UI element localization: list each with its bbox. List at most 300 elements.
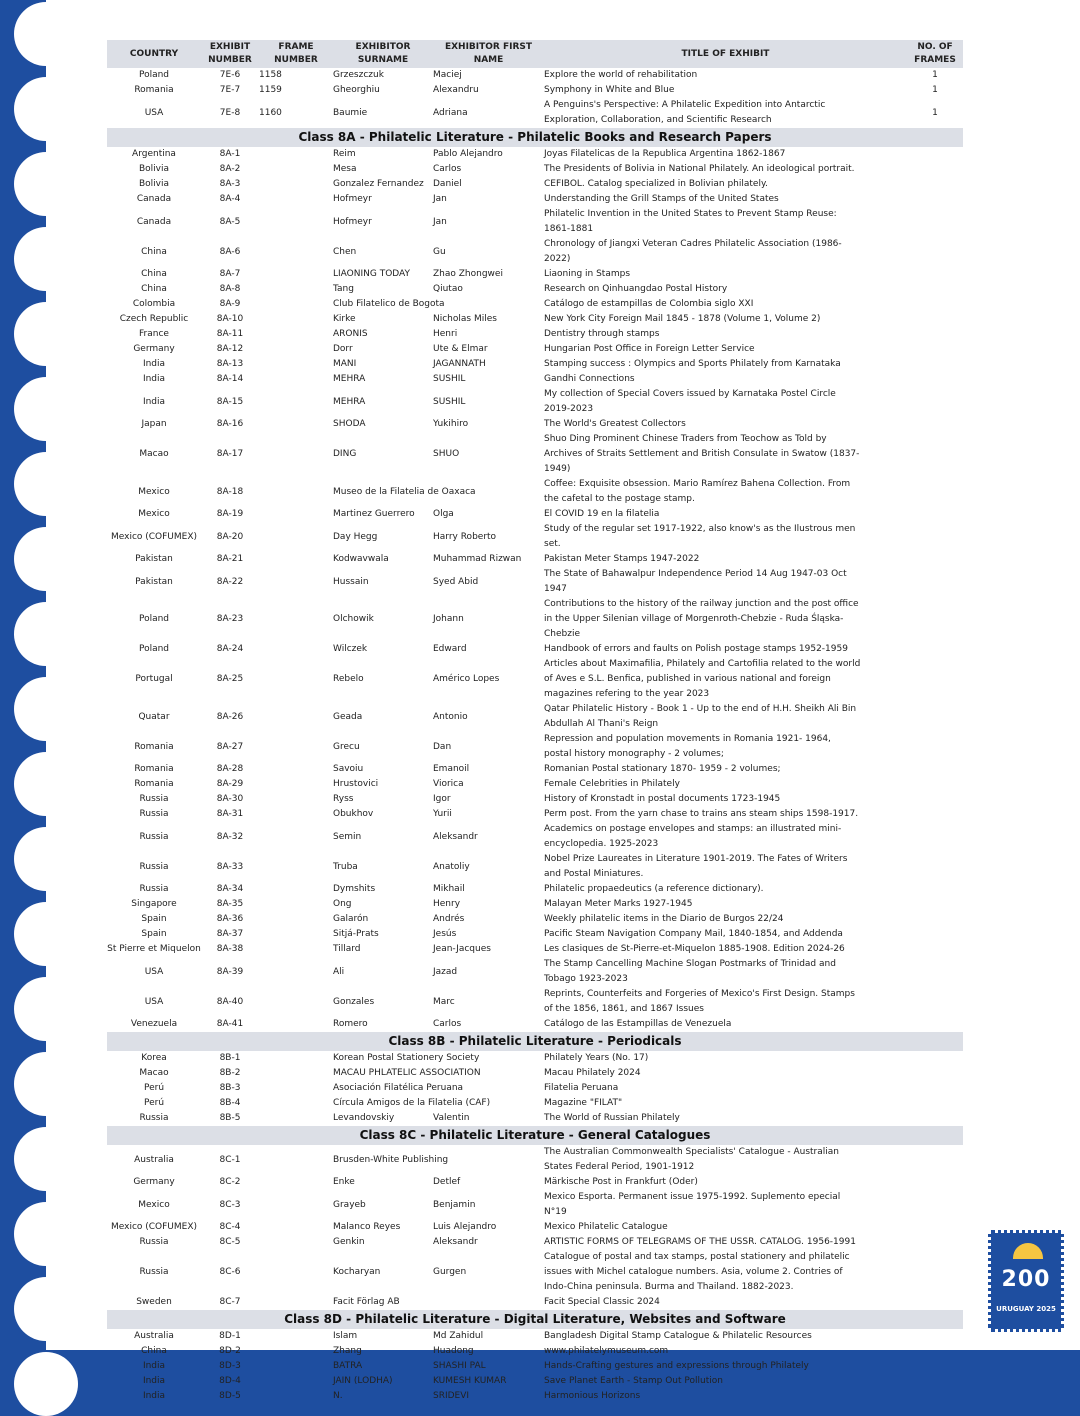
cell-frames: [907, 1066, 963, 1081]
cell-frames: [907, 702, 963, 732]
cell-first-name: Harry Roberto: [433, 531, 497, 542]
cell-frames: 1: [932, 70, 938, 80]
cell-surname: Martinez Guerrero: [333, 509, 415, 519]
table-row: [107, 83, 963, 98]
cell-frames: [907, 177, 963, 192]
cell-frames: [907, 1235, 963, 1250]
cell-frame-number: [259, 417, 333, 432]
table-row: [107, 567, 963, 597]
cell-frames: [907, 957, 963, 987]
table-row: [107, 1295, 963, 1310]
cell-first-name: Zhao Zhongwei: [433, 269, 503, 279]
cell-country: Romania: [134, 85, 174, 95]
cell-title: Catálogo de las Estampillas de Venezuela: [544, 1019, 732, 1029]
cell-first-name: Carlos: [433, 1019, 462, 1029]
cell-surname: LIAONING TODAY: [333, 269, 411, 279]
cell-title: My collection of Special Covers issued by Karnataka Postel Circle 2019-2023: [544, 389, 836, 414]
cell-title: Articles about Maximafilia, Philately and Cartofilia related to the world of Aves e S.L. Benfica, published in various national and foreign magazines refering to the year 2023: [544, 659, 861, 699]
cell-country: Russia: [139, 809, 169, 819]
cell-frames: [907, 327, 963, 342]
cell-frames: [907, 507, 963, 522]
cell-frames: [907, 417, 963, 432]
cell-country: Spain: [141, 929, 167, 939]
cell-frame-number: [259, 657, 333, 702]
cell-country: Sweden: [136, 1297, 172, 1307]
cell-country: Spain: [141, 914, 167, 924]
cell-frame-number: [259, 762, 333, 777]
cell-first-name: Américo Lopes: [433, 674, 500, 684]
cell-frames: [907, 1111, 963, 1126]
cell-country: Romania: [134, 764, 174, 774]
cell-frames: [907, 777, 963, 792]
cell-first-name: Alexandru: [433, 85, 479, 95]
perforation-hole: [14, 2, 78, 66]
cell-title: The State of Bahawalpur Independence Period 14 Aug 1947-03 Oct 1947: [544, 569, 847, 594]
cell-exhibit-number: 8A-29: [216, 779, 244, 789]
cell-surname: ARONIS: [333, 329, 368, 339]
cell-surname: Dymshits: [333, 884, 376, 894]
cell-surname: Rebelo: [333, 674, 364, 684]
perforation-hole: [14, 677, 78, 741]
cell-country: Romania: [134, 779, 174, 789]
cell-frames: [907, 297, 963, 312]
table-row: [107, 417, 963, 432]
cell-country: Russia: [139, 884, 169, 894]
cell-frames: [907, 597, 963, 642]
cell-surname: Gonzales: [333, 996, 375, 1007]
cell-country: Pakistan: [135, 554, 173, 564]
table-row: [107, 597, 963, 642]
cell-frames: [907, 312, 963, 327]
cell-first-name: Henri: [433, 329, 458, 339]
perforation-hole: [14, 152, 78, 216]
cell-first-name: Pablo Alejandro: [433, 149, 503, 159]
cell-exhibit-number: 8A-34: [216, 884, 244, 894]
cell-exhibit-number: 8A-1: [219, 149, 241, 159]
cell-frames: [907, 822, 963, 852]
cell-surname: Hofmeyr: [333, 194, 372, 204]
cell-title: Malayan Meter Marks 1927-1945: [544, 899, 693, 909]
cell-country: Russia: [139, 794, 169, 804]
table-row: [107, 147, 963, 162]
cell-first-name: Valentin: [433, 1113, 470, 1123]
cell-exhibit-number: 8C-4: [219, 1222, 241, 1232]
cell-country: Canada: [136, 194, 172, 204]
class-heading-row: [107, 1032, 963, 1051]
cell-first-name: Jan: [433, 194, 447, 204]
cell-country: Russia: [139, 831, 169, 842]
cell-country: India: [142, 1361, 166, 1371]
cell-exhibit-number: 8A-37: [216, 929, 244, 939]
cell-first-name: Andrés: [433, 914, 465, 924]
cell-frame-number: [259, 1175, 333, 1190]
cell-title: El COVID 19 en la filatelia: [544, 509, 660, 519]
cell-exhibit-number: 8A-9: [219, 299, 241, 309]
cell-country: Mexico (COFUMEX): [110, 1222, 198, 1232]
table-row: [107, 1235, 963, 1250]
cell-frames: [907, 657, 963, 702]
cell-frame-number: [259, 1359, 333, 1374]
cell-surname: Truba: [333, 861, 358, 872]
cell-country: Bolivia: [138, 164, 170, 174]
cell-first-name: [433, 297, 544, 312]
cell-exhibit-number: 8A-36: [216, 914, 244, 924]
cell-country: Argentina: [132, 149, 176, 159]
cell-surname: Grayeb: [333, 1199, 366, 1210]
class-heading-row: [107, 128, 963, 147]
cell-title: Mexico Philatelic Catalogue: [544, 1222, 668, 1232]
cell-title: Harmonious Horizons: [544, 1391, 641, 1401]
cell-frame-number: [259, 912, 333, 927]
table-row: [107, 68, 963, 83]
cell-first-name: Benjamin: [433, 1199, 476, 1210]
cell-title: www.philatelymuseum.com: [544, 1346, 669, 1356]
table-row: [107, 987, 963, 1017]
cell-frame-number: [259, 372, 333, 387]
cell-exhibit-number: 8A-21: [216, 554, 244, 564]
cell-first-name: Qiutao: [433, 284, 463, 294]
cell-first-name: Luis Alejandro: [433, 1222, 497, 1232]
cell-country: China: [141, 1346, 167, 1356]
cell-country: St Pierre et Miquelon: [107, 944, 201, 954]
cell-frames: [907, 1190, 963, 1220]
header-title: TITLE OF EXHIBIT: [544, 40, 907, 68]
cell-title: Pacific Steam Navigation Company Mail, 1840-1854, and Addenda: [544, 929, 843, 939]
table-row: [107, 312, 963, 327]
cell-country: Mexico: [138, 509, 170, 519]
cell-first-name: Detlef: [433, 1177, 461, 1187]
table-row: [107, 267, 963, 282]
cell-exhibit-number: 7E-8: [219, 107, 241, 118]
cell-exhibit-number: 8A-8: [219, 284, 241, 294]
cell-title: Repression and population movements in Romania 1921- 1964, postal history monography - 2 volumes;: [544, 734, 831, 759]
cell-frame-number: [259, 822, 333, 852]
cell-surname: MEHRA: [333, 374, 366, 384]
cell-frame-number: [259, 387, 333, 417]
cell-frames: [907, 387, 963, 417]
class-heading: Class 8A - Philatelic Literature - Philatelic Books and Research Papers: [107, 128, 963, 147]
cell-title: Save Planet Earth - Stamp Out Pollution: [544, 1376, 723, 1386]
cell-title: Filatelia Peruana: [544, 1083, 619, 1093]
cell-exhibit-number: 8B-2: [219, 1068, 241, 1078]
cell-title: Dentistry through stamps: [544, 329, 660, 339]
table-row: [107, 1017, 963, 1032]
cell-country: Poland: [138, 70, 170, 80]
cell-surname: Kocharyan: [333, 1267, 381, 1277]
table-row: [107, 297, 963, 312]
table-row: [107, 927, 963, 942]
logo-text: URUGUAY 2025: [996, 1305, 1056, 1313]
cell-first-name: Mikhail: [433, 884, 465, 894]
perforation-hole: [14, 752, 78, 816]
cell-first-name: Anatoliy: [433, 861, 470, 872]
cell-first-name: Gurgen: [433, 1267, 467, 1277]
cell-country: Germany: [133, 1177, 175, 1187]
cell-surname: JAIN (LODHA): [333, 1376, 393, 1386]
cell-exhibit-number: 8A-30: [216, 794, 244, 804]
cell-country: Russia: [139, 1237, 169, 1247]
cell-frame-number: [259, 702, 333, 732]
cell-country: Mexico: [138, 486, 170, 497]
cell-exhibit-number: 8A-33: [216, 861, 244, 872]
table-row: [107, 342, 963, 357]
cell-frames: [907, 1017, 963, 1032]
cell-surname: Savoiu: [333, 764, 364, 774]
cell-country: France: [139, 329, 169, 339]
perforation-hole: [14, 1202, 78, 1266]
cell-surname: Galarón: [333, 914, 369, 924]
cell-title: Gandhi Connections: [544, 374, 635, 384]
cell-exhibit-number: 8A-16: [216, 419, 244, 429]
table-row: [107, 897, 963, 912]
cell-title: Explore the world of rehabilitation: [544, 70, 698, 80]
cell-surname: Mesa: [333, 164, 357, 174]
cell-surname: Asociación Filatélica Peruana: [333, 1083, 464, 1093]
cell-frames: [907, 207, 963, 237]
cell-title: Pakistan Meter Stamps 1947-2022: [544, 554, 700, 564]
cell-title: Coffee: Exquisite obsession. Mario Ramírez Bahena Collection. From the cafetal to the postage stamp.: [544, 479, 851, 504]
cell-exhibit-number: 8A-20: [216, 531, 244, 542]
cell-frames: [907, 1295, 963, 1310]
cell-title: Research on Qinhuangdao Postal History: [544, 284, 728, 294]
cell-exhibit-number: 8A-26: [216, 711, 244, 722]
cell-exhibit-number: 8A-13: [216, 359, 244, 369]
perforation-hole: [14, 227, 78, 291]
cell-country: Macao: [139, 449, 169, 459]
cell-first-name: Aleksandr: [433, 1237, 478, 1247]
class-heading-row: [107, 1310, 963, 1329]
cell-exhibit-number: 8B-3: [219, 1083, 241, 1093]
cell-frames: [907, 237, 963, 267]
header-country: COUNTRY: [107, 40, 201, 68]
cell-frames: [907, 897, 963, 912]
cell-first-name: [433, 1145, 544, 1175]
header-first-name: EXHIBITOR FIRST NAME: [433, 40, 544, 68]
perforation-hole: [14, 452, 78, 516]
cell-exhibit-number: 8A-24: [216, 644, 244, 654]
cell-frames: [907, 1250, 963, 1295]
cell-frame-number: [259, 177, 333, 192]
cell-title: Perm post. From the yarn chase to trains ans steam ships 1598-1917.: [544, 809, 859, 819]
cell-frame-number: [259, 1051, 333, 1066]
class-heading: Class 8B - Philatelic Literature - Periodicals: [107, 1032, 963, 1051]
cell-title: Catalogue of postal and tax stamps, postal stationery and philatelic issues with Michel catalogue numbers. Asia, volume 2. Contries of Indo-China peninsula. Burma and Thailand. 1882-2023.: [544, 1252, 850, 1292]
cell-surname: Baumie: [333, 107, 368, 118]
cell-frame-number: [259, 147, 333, 162]
cell-first-name: Henry: [433, 899, 461, 909]
cell-country: Canada: [136, 216, 172, 227]
cell-title: Macau Philately 2024: [544, 1068, 641, 1078]
table-row: [107, 1220, 963, 1235]
cell-exhibit-number: 8A-2: [219, 164, 241, 174]
cell-first-name: Jesús: [433, 929, 457, 939]
cell-exhibit-number: 8D-5: [219, 1391, 241, 1401]
cell-exhibit-number: 8A-32: [216, 831, 244, 842]
cell-frame-number: [259, 282, 333, 297]
table-row: [107, 792, 963, 807]
cell-frame-number: [259, 1017, 333, 1032]
cell-country: Germany: [133, 344, 175, 354]
cell-frame-number: [259, 1111, 333, 1126]
cell-frame-number: 1158: [259, 70, 282, 80]
cell-surname: MANI: [333, 359, 357, 369]
cell-first-name: Igor: [433, 794, 451, 804]
cell-frames: [907, 927, 963, 942]
cell-title: Liaoning in Stamps: [544, 269, 631, 279]
cell-frames: [907, 882, 963, 897]
cell-country: Mexico: [138, 1199, 170, 1210]
cell-first-name: Antonio: [433, 711, 468, 722]
cell-exhibit-number: 8B-5: [219, 1113, 241, 1123]
cell-exhibit-number: 8A-5: [219, 216, 241, 227]
class-heading: Class 8D - Philatelic Literature - Digital Literature, Websites and Software: [107, 1310, 963, 1329]
cell-country: India: [142, 1376, 166, 1386]
uruguay-2025-logo: [988, 1230, 1064, 1332]
cell-first-name: Yurii: [433, 809, 452, 819]
table-row: [107, 387, 963, 417]
cell-frame-number: [259, 1096, 333, 1111]
cell-frames: [907, 192, 963, 207]
table-row: [107, 357, 963, 372]
cell-frame-number: [259, 1344, 333, 1359]
cell-frame-number: [259, 897, 333, 912]
cell-exhibit-number: 8C-2: [219, 1177, 241, 1187]
cell-country: Romania: [134, 741, 174, 752]
cell-frame-number: [259, 207, 333, 237]
cell-exhibit-number: 8A-4: [219, 194, 241, 204]
logo-number: 200: [1001, 1267, 1051, 1292]
cell-surname: N.: [333, 1391, 343, 1401]
table-row: [107, 192, 963, 207]
cell-frames: [907, 732, 963, 762]
perforation-hole: [14, 1127, 78, 1191]
table-row: [107, 657, 963, 702]
cell-surname: Brusden-White Publishing: [333, 1154, 449, 1165]
cell-first-name: SRIDEVI: [433, 1391, 470, 1401]
table-row: [107, 1081, 963, 1096]
cell-first-name: Daniel: [433, 179, 462, 189]
cell-frames: [907, 912, 963, 927]
cell-frames: [907, 1344, 963, 1359]
cell-country: Russia: [139, 861, 169, 872]
cell-exhibit-number: 8C-1: [219, 1154, 241, 1165]
perforation-hole: [14, 527, 78, 591]
cell-country: India: [142, 374, 166, 384]
cell-country: Poland: [138, 644, 170, 654]
cell-title: Joyas Filatelicas de la Republica Argentina 1862-1867: [544, 149, 786, 159]
cell-exhibit-number: 8A-22: [216, 576, 244, 587]
cell-first-name: Edward: [433, 644, 467, 654]
cell-country: Venezuela: [130, 1019, 178, 1029]
cell-exhibit-number: 8C-6: [219, 1267, 241, 1277]
exhibit-list: [107, 40, 963, 1404]
cell-surname: Tang: [333, 284, 354, 294]
table-row: [107, 1051, 963, 1066]
table-row: [107, 1145, 963, 1175]
table-row: [107, 432, 963, 477]
cell-frame-number: [259, 552, 333, 567]
cell-frames: [907, 792, 963, 807]
cell-surname: Dorr: [333, 344, 353, 354]
cell-frames: [907, 807, 963, 822]
cell-exhibit-number: 8A-27: [216, 741, 244, 752]
cell-surname: Kodwavwala: [333, 554, 389, 564]
cell-exhibit-number: 8B-4: [219, 1098, 241, 1108]
cell-exhibit-number: 8B-1: [219, 1053, 241, 1063]
cell-frame-number: [259, 1190, 333, 1220]
cell-surname: Círcula Amigos de la Filatelia (CAF): [333, 1098, 491, 1108]
class-heading: Class 8C - Philatelic Literature - General Catalogues: [107, 1126, 963, 1145]
cell-country: Colombia: [132, 299, 176, 309]
cell-first-name: Md Zahidul: [433, 1331, 484, 1341]
table-row: [107, 282, 963, 297]
cell-exhibit-number: 8A-6: [219, 246, 241, 257]
cell-first-name: SUSHIL: [433, 396, 466, 407]
cell-frame-number: [259, 807, 333, 822]
perforation-hole: [14, 1052, 78, 1116]
cell-first-name: SHUO: [433, 449, 460, 459]
cell-frame-number: [259, 1145, 333, 1175]
cell-country: Russia: [139, 1113, 169, 1123]
cell-frames: [907, 372, 963, 387]
cell-first-name: Jean-Jacques: [433, 944, 491, 954]
cell-first-name: Syed Abid: [433, 576, 479, 587]
cell-exhibit-number: 8A-25: [216, 674, 244, 684]
cell-first-name: JAGANNATH: [433, 359, 486, 369]
cell-first-name: Nicholas Miles: [433, 314, 497, 324]
cell-exhibit-number: 7E-7: [219, 85, 241, 95]
cell-exhibit-number: 8A-19: [216, 509, 244, 519]
cell-country: USA: [144, 107, 164, 118]
cell-frames: [907, 852, 963, 882]
table-row: [107, 822, 963, 852]
perforation-hole: [14, 902, 78, 966]
header-frame-number: FRAME NUMBER: [259, 40, 333, 68]
cell-frame-number: [259, 957, 333, 987]
cell-frames: [907, 477, 963, 507]
cell-title: Philatelic Invention in the United States to Prevent Stamp Reuse: 1861-1881: [544, 209, 837, 234]
cell-surname: Gonzalez Fernandez: [333, 179, 424, 189]
cell-exhibit-number: 8A-3: [219, 179, 241, 189]
cell-first-name: Carlos: [433, 164, 462, 174]
cell-frame-number: [259, 1220, 333, 1235]
cell-title: Romanian Postal stationary 1870- 1959 - 2 volumes;: [544, 764, 781, 774]
perforation-hole: [14, 1352, 78, 1416]
perforation-hole: [14, 377, 78, 441]
cell-title: Understanding the Grill Stamps of the United States: [544, 194, 779, 204]
table-row: [107, 1389, 963, 1404]
cell-frame-number: [259, 192, 333, 207]
table-row: [107, 1359, 963, 1374]
table-row: [107, 372, 963, 387]
cell-title: Female Celebrities in Philately: [544, 779, 680, 789]
cell-surname: Zhang: [333, 1346, 362, 1356]
cell-frames: [907, 282, 963, 297]
cell-title: ARTISTIC FORMS OF TELEGRAMS OF THE USSR. CATALOG. 1956-1991: [544, 1237, 856, 1247]
cell-surname: Grecu: [333, 741, 360, 752]
cell-frame-number: [259, 597, 333, 642]
perforation-hole: [14, 977, 78, 1041]
cell-frame-number: [259, 732, 333, 762]
cell-title: Hungarian Post Office in Foreign Letter Service: [544, 344, 755, 354]
cell-title: Chronology of Jiangxi Veteran Cadres Philatelic Association (1986-2022): [544, 239, 842, 264]
cell-title: Catálogo de estampillas de Colombia siglo XXI: [544, 299, 754, 309]
cell-country: China: [141, 246, 167, 257]
cell-title: Philately Years (No. 17): [544, 1053, 649, 1063]
cell-title: The Presidents of Bolivia in National Philately. An ideological portrait.: [544, 164, 855, 174]
cell-frame-number: 1159: [259, 85, 282, 95]
table-row: [107, 807, 963, 822]
